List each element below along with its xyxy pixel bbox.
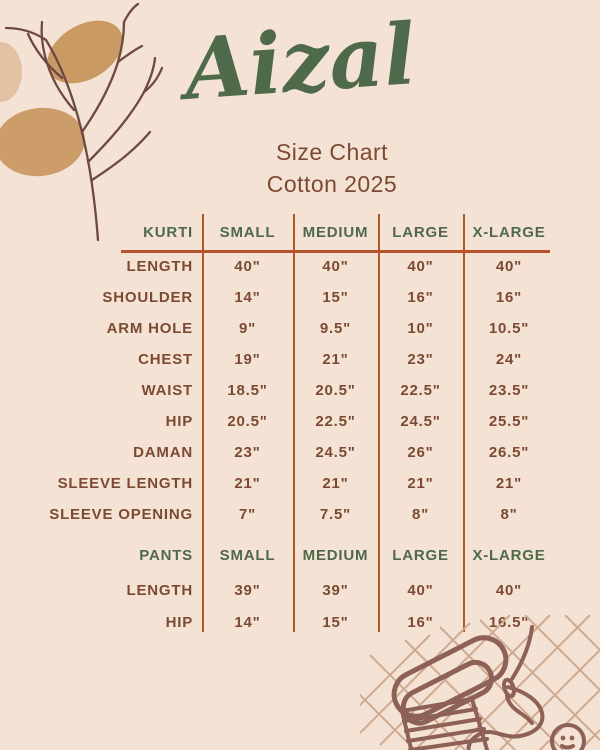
- kurti-row-arm-hole: [30, 313, 555, 344]
- column-header: X-LARGE: [472, 546, 546, 564]
- cell-value: 24.5": [315, 444, 356, 461]
- column-header: LARGE: [392, 546, 449, 564]
- column-header: MEDIUM: [302, 224, 369, 241]
- table-rows: [30, 214, 555, 638]
- cell-value: 16.5": [488, 613, 530, 631]
- cell-value: 26.5": [488, 444, 530, 461]
- cell-value: 16": [407, 289, 434, 306]
- kurti-row-daman: [30, 437, 555, 468]
- kurti-row-sleeve-opening: [30, 499, 555, 530]
- cell-value: 40": [407, 581, 434, 599]
- cell-value: 18.5": [227, 382, 268, 399]
- cell-value: 21": [407, 475, 434, 492]
- kurti-row-sleeve-length: [30, 468, 555, 499]
- cell-value: 40": [322, 258, 349, 275]
- row-label: ARM HOLE: [106, 320, 193, 337]
- kurti-row-waist: [30, 375, 555, 406]
- thread-spool-illustration: [360, 615, 600, 750]
- cell-value: 22.5": [315, 413, 356, 430]
- cell-value: 21": [495, 475, 523, 492]
- cell-value: 8": [500, 506, 518, 523]
- row-label: LENGTH: [126, 581, 193, 599]
- row-label: DAMAN: [133, 444, 193, 461]
- cell-value: 24.5": [400, 413, 441, 430]
- cell-value: 40": [495, 258, 523, 275]
- cell-value: 15": [322, 613, 349, 631]
- cell-value: 15": [322, 289, 349, 306]
- subtitle-size-chart: Size Chart: [276, 139, 388, 165]
- cell-value: 40": [407, 258, 434, 275]
- column-header: SMALL: [219, 224, 276, 241]
- row-label: SLEEVE OPENING: [49, 506, 193, 523]
- row-label: HIP: [165, 613, 193, 631]
- cell-value: 25.5": [488, 413, 530, 430]
- cell-value: 26": [407, 444, 434, 461]
- column-header: X-LARGE: [472, 224, 546, 241]
- cell-value: 14": [234, 289, 261, 306]
- cell-value: 16": [407, 613, 434, 631]
- column-header: LARGE: [392, 224, 449, 241]
- kurti-header-row: [30, 214, 555, 251]
- cell-value: 10.5": [488, 320, 530, 337]
- section-header: KURTI: [143, 224, 193, 241]
- cell-value: 23": [234, 444, 261, 461]
- needle-illustration: [502, 627, 532, 723]
- kurti-row-hip: [30, 406, 555, 437]
- row-label: SLEEVE LENGTH: [57, 475, 193, 492]
- cell-value: 21": [234, 475, 261, 492]
- cell-value: 22.5": [400, 382, 441, 399]
- column-header: MEDIUM: [302, 546, 369, 564]
- cell-value: 9": [238, 320, 257, 337]
- cell-value: 20.5": [227, 413, 268, 430]
- pants-header-row: [30, 536, 555, 574]
- pants-row-length: [30, 574, 555, 606]
- cell-value: 16": [495, 289, 523, 306]
- column-header: SMALL: [219, 546, 276, 564]
- kurti-row-length: [30, 251, 555, 282]
- kurti-row-chest: [30, 344, 555, 375]
- cell-value: 21": [322, 351, 349, 368]
- kurti-row-shoulder: [30, 282, 555, 313]
- row-label: HIP: [165, 413, 193, 430]
- cell-value: 21": [322, 475, 349, 492]
- row-label: LENGTH: [126, 258, 193, 275]
- row-label: WAIST: [141, 382, 193, 399]
- cell-value: 39": [322, 581, 349, 599]
- cell-value: 10": [407, 320, 434, 337]
- cell-value: 14": [234, 613, 261, 631]
- row-label: SHOULDER: [102, 289, 193, 306]
- cell-value: 19": [234, 351, 261, 368]
- cell-value: 7.5": [319, 506, 352, 523]
- row-label: CHEST: [138, 351, 193, 368]
- cell-value: 9.5": [319, 320, 352, 337]
- cell-value: 24": [495, 351, 523, 368]
- size-chart-table: [30, 214, 555, 638]
- cell-value: 40": [495, 581, 523, 599]
- cell-value: 39": [234, 581, 261, 599]
- cell-value: 23.5": [488, 382, 530, 399]
- button-illustration: [552, 725, 584, 750]
- section-header: PANTS: [139, 546, 193, 564]
- brand-title: Aizal: [181, 4, 419, 119]
- cell-value: 7": [238, 506, 257, 523]
- cell-value: 20.5": [315, 382, 356, 399]
- cell-value: 8": [411, 506, 430, 523]
- cell-value: 40": [234, 258, 261, 275]
- subtitle-cotton-2025: Cotton 2025: [266, 171, 398, 197]
- cell-value: 23": [407, 351, 434, 368]
